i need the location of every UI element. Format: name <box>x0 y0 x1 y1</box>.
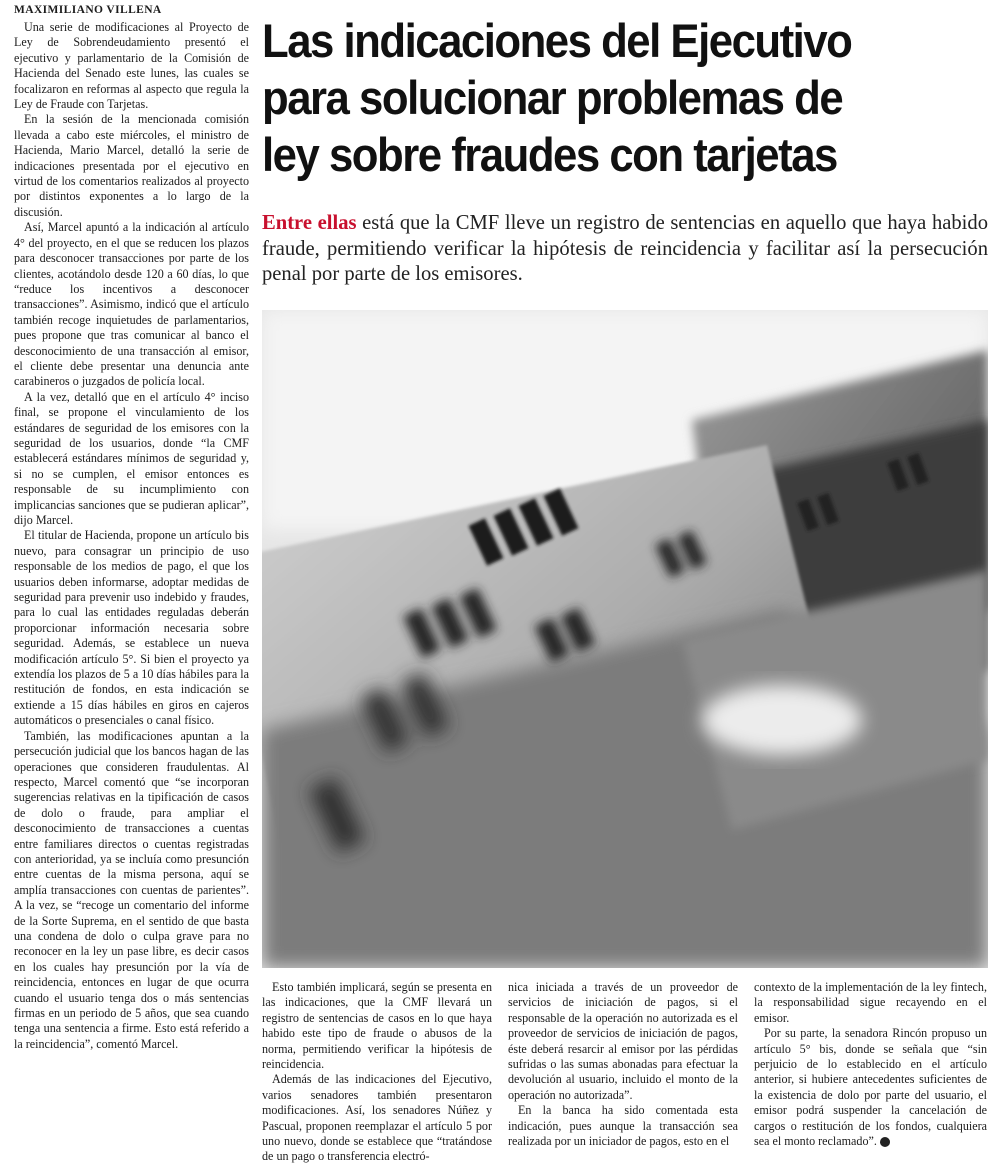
paragraph: En la sesión de la mencionada comisión llevada a cabo este miércoles, el ministro de Hacienda, Mario Marcel, detalló la serie de indicaciones presentada por el ejecutivo en virtud de los comentarios realizados al proyecto por distintos exponentes a lo largo de la discusión. <box>14 112 249 219</box>
headline-line: para solucionar problemas de <box>262 71 843 124</box>
headline-line: ley sobre fraudes con tarjetas <box>262 128 837 181</box>
paragraph: nica iniciada a través de un proveedor de servicios de iniciación de pagos, si el responsable de la operación no autorizada es el proveedor de servicios de iniciación de pagos, éste deberá resarcir al emisor por las pérdidas sufridas o las sumas abonadas para efectuar la devolución al usuario, incluido el monto de la operación no autorizada”. <box>508 980 738 1102</box>
paragraph: Esto también implicará, según se presenta en las indicaciones, que la CMF llevará un registro de sentencias de casos en lo que haya habido este tipo de fraude o abusos de la norma, permitiendo verificar la hipótesis de reincidencia. <box>262 980 492 1072</box>
lede-kicker: Entre ellas <box>262 212 357 234</box>
paragraph-text: Por su parte, la senadora Rincón propuso un artículo 5° bis, donde se señala que “sin perjuicio de lo establecido en el artículo anterior, si hubiere antecedentes suficientes de la existencia de dolo por parte del usuario, el emisor podrá suspender la cancelación de cargos o restitución de los fondos, cualquiera sea el monto reclamado”. <box>754 1026 987 1149</box>
left-column <box>14 20 249 1052</box>
byline: MAXIMILIANO VILLENA <box>14 4 162 16</box>
paragraph: Así, Marcel apuntó a la indicación al artículo 4° del proyecto, en el que se reducen los plazos para desconocer transacciones por parte de los clientes, acotándolo desde 120 a 60 días, lo que “reduce los incentivos a desconocer transacciones”. Asimismo, indicó que el artículo también recoge inquietudes de parlamentarios, pues propone que tras comunicar al banco el desconocimiento de una transacción al emisor, el cliente debe presentar una denuncia ante carabineros o juzgados de policía local. <box>14 220 249 389</box>
paragraph: El titular de Hacienda, propone un artículo bis nuevo, para consagrar un principio de uso responsable de los medios de pago, el que los usuarios deben informarse, adoptar medidas de seguridad para prevenir uso indebido y fraudes, para lo cual las entidades reguladas deberán proporcionar información necesaria sobre seguridad. Además, se establece un nueva modificación artículo 5°. Si bien el proyecto ya extendía los plazos de 5 a 10 días hábiles para la restitución de fondos, en esta indicación se extiende a 15 días hábiles en giros en cajeros automáticos o presenciales o canal físico. <box>14 528 249 728</box>
paragraph: Además de las indicaciones del Ejecutivo, varios senadores también presentaron modificaciones. Así, los senadores Núñez y Pascual, proponen reemplazar el artículo 5 por uno nuevo, donde se establece que “tratándose de un pago o transferencia electró- <box>262 1072 492 1164</box>
paragraph <box>754 1026 987 1149</box>
bottom-column-1 <box>262 980 492 1165</box>
paragraph: contexto de la implementación de la ley fintech, la responsabilidad sigue recayendo en el emisor. <box>754 980 987 1025</box>
lede <box>262 211 988 288</box>
paragraph: También, las modificaciones apuntan a la persecución judicial que los bancos hagan de las operaciones que consideren fraudulentas. Al respecto, Marcel comentó que “se incorporan sugerencias relativas en la tipificación de casos de dolo o fraude, para ampliar el desconocimiento de transacciones a cuentas entre familiares directos o cuentas registradas con anterioridad, ya se incluía como presunción entre cuentas de la misma persona, aquí se amplía transacciones con cuentas de parientes”. A la vez, se “recoge un comentario del informe de la Sorte Suprema, en el sentido de que basta una condena de dolo o culpa grave para no reconocer en la ley un pase libre, es decir casos en los cuales hay presunción por la vía de reincidencia, entonces en lugar de que ocurra cuando el usuario tenga dos o más sentencias firmas en un periodo de 5 años, que sea cuando tenga una sentencia a firme. Esto está referido a la reincidencia”, comentó Marcel. <box>14 728 249 1051</box>
bottom-column-2 <box>508 980 738 1149</box>
credit-cards-illustration <box>262 310 988 968</box>
lede-text: está que la CMF lleve un registro de sentencias en aquello que haya habido fraude, permitiendo verificar la hipótesis de reincidencia y facilitar así la persecución penal por parte de los emisores. <box>262 212 988 285</box>
paragraph: Una serie de modificaciones al Proyecto de Ley de Sobrendeudamiento presentó el ejecutivo y parlamentario de la Comisión de Hacienda del Senado este lunes, las cuales se focalizaron en reformas al aspecto que regula la Ley de Fraude con Tarjetas. <box>14 20 249 112</box>
end-of-article-icon: P <box>880 1137 890 1147</box>
credit-cards-photo <box>262 310 988 968</box>
bottom-column-3 <box>754 980 987 1149</box>
headline-line: Las indicaciones del Ejecutivo <box>262 14 852 67</box>
paragraph: A la vez, detalló que en el artículo 4° inciso final, se propone el vinculamiento de los estándares de seguridad de los emisores con la seguridad de los usuarios, donde “la CMF establecerá estándares mínimos de seguridad y, si no se cumplen, el emisor entonces es responsable de su incumplimiento con implicancias sanciones que se pudieran aplicar”, dijo Marcel. <box>14 389 249 527</box>
paragraph: En la banca ha sido comentada esta indicación, pues aunque la transacción sea realizada por un iniciador de pagos, esto en el <box>508 1103 738 1149</box>
headline <box>262 12 941 183</box>
